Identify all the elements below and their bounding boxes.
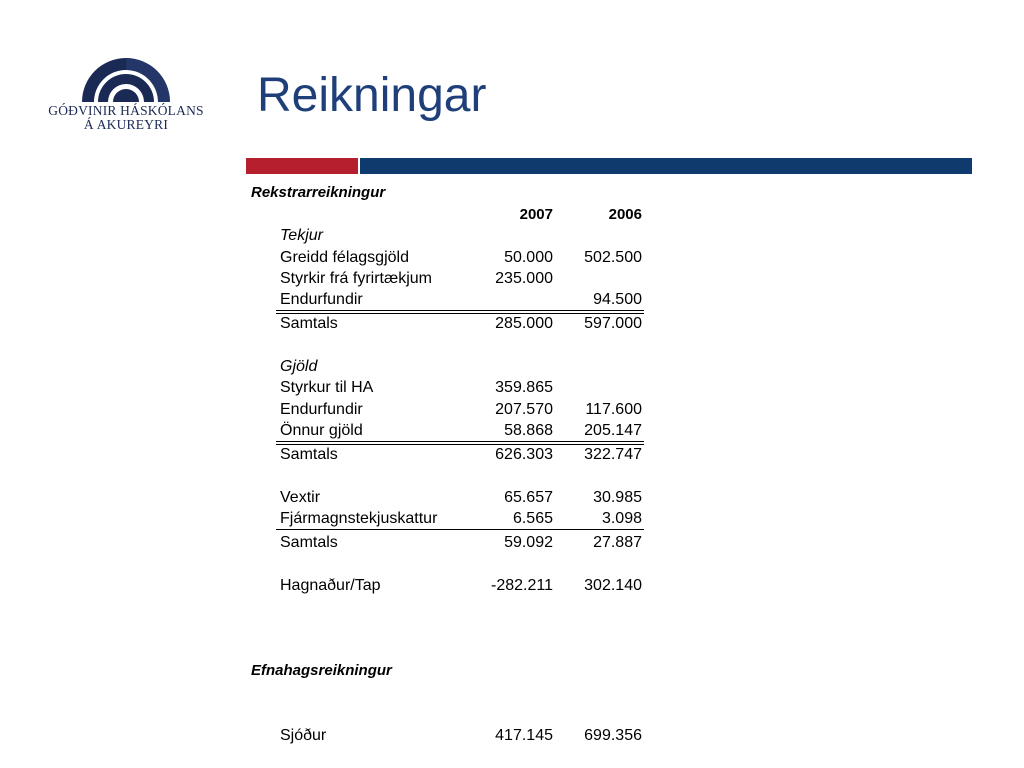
balance-sheet-heading: Efnahagsreikningur — [251, 662, 392, 679]
row-value-2006: 302.140 — [584, 577, 642, 594]
row-value-2007: 59.092 — [504, 534, 553, 551]
row-label: Endurfundir — [280, 291, 363, 308]
table-row — [280, 509, 642, 529]
row-value-2006: 117.600 — [585, 401, 642, 418]
row-value-2006: 597.000 — [584, 315, 642, 332]
table-row — [280, 290, 642, 310]
row-value-2007: 207.570 — [495, 401, 553, 418]
row-value-2007: 50.000 — [504, 249, 553, 266]
row-value-2006: 3.098 — [601, 510, 642, 527]
row-value-2007: 65.657 — [504, 489, 553, 506]
row-value-2006: 322.747 — [584, 446, 642, 463]
row-label: Sjóður — [280, 727, 327, 744]
row-label: Greidd félagsgjöld — [280, 249, 409, 266]
year-2007-header: 2007 — [519, 206, 553, 223]
revenue-heading: Tekjur — [280, 227, 323, 244]
row-value-2006: 699.356 — [584, 727, 642, 744]
year-header-row — [280, 205, 642, 225]
row-label: Samtals — [280, 534, 338, 551]
row-value-2007: -282.211 — [491, 577, 553, 594]
row-label: Hagnaður/Tap — [280, 577, 381, 594]
row-label: Önnur gjöld — [280, 422, 363, 439]
row-value-2006: 94.500 — [593, 291, 642, 308]
row-label: Styrkur til HA — [280, 379, 374, 396]
table-row — [280, 269, 642, 289]
total-row — [280, 314, 642, 334]
row-label: Endurfundir — [280, 401, 363, 418]
row-value-2006: 30.985 — [593, 489, 642, 506]
row-label: Fjármagnstekjuskattur — [280, 510, 438, 527]
row-value-2007: 359.865 — [495, 379, 553, 396]
row-label: Styrkir frá fyrirtækjum — [280, 270, 432, 287]
total-row — [280, 445, 642, 465]
total-row — [280, 533, 642, 553]
year-2006-header: 2006 — [608, 206, 642, 223]
row-label: Samtals — [280, 446, 338, 463]
expenses-heading-row — [280, 357, 642, 377]
income-statement-heading: Rekstrarreikningur — [251, 184, 386, 201]
page-title: Reikningar — [257, 69, 487, 122]
subtotal-rule — [276, 529, 644, 530]
expenses-heading: Gjöld — [280, 358, 318, 375]
logo-text-line1: GÓÐVINIR HÁSKÓLANS — [48, 103, 204, 118]
row-value-2007: 417.145 — [495, 727, 553, 744]
row-value-2007: 58.868 — [504, 422, 553, 439]
row-label: Vextir — [280, 489, 321, 506]
row-value-2007: 285.000 — [495, 315, 553, 332]
table-row — [280, 421, 642, 441]
row-label: Samtals — [280, 315, 338, 332]
logo-text-line2: Á AKUREYRI — [83, 117, 169, 132]
table-row — [280, 400, 642, 420]
row-value-2006: 27.887 — [593, 534, 642, 551]
row-value-2007: 6.565 — [512, 510, 553, 527]
row-value-2007: 235.000 — [495, 270, 553, 287]
row-value-2007: 626.303 — [495, 446, 553, 463]
row-value-2006: 502.500 — [584, 249, 642, 266]
table-row — [280, 488, 642, 508]
row-value-2006: 205.147 — [584, 422, 642, 439]
result-row — [280, 576, 642, 596]
table-row — [280, 248, 642, 268]
revenue-heading-row — [280, 226, 642, 246]
table-row — [280, 726, 642, 746]
table-row — [280, 378, 642, 398]
